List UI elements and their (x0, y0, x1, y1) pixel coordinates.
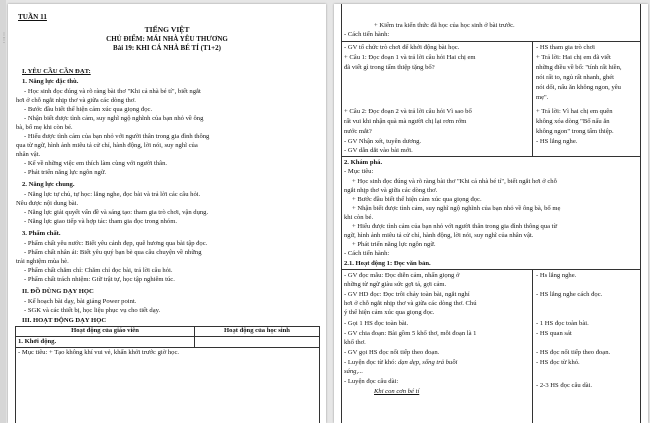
table-border (532, 41, 533, 156)
hard-words-label: - Luyện đọc từ khó: (344, 359, 398, 366)
text-line: - Phẩm chất trách nhiệm: Giữ trật tự, học tập nghiêm túc. (24, 276, 175, 283)
student-cell: - 1 HS đọc toàn bài. (536, 320, 589, 327)
student-cell: nói dối, nấu ăn không ngon, yêu (536, 84, 621, 91)
student-cell: không xóa dòng "Bố nấu ăn (536, 118, 610, 125)
student-cell: không ngon" trong tấm thiệp. (536, 128, 614, 135)
poem-line: Khi con cơn bé tí (374, 388, 420, 395)
teacher-cell: sáng,... (344, 368, 364, 375)
table-header-teacher: Hoạt động của giáo viên (71, 327, 139, 334)
theme-title: CHỦ ĐIỂM: MÁI NHÀ YÊU THƯƠNG (106, 35, 228, 43)
text-line: - Kế hoạch bài dạy, bài giảng Power point. (24, 298, 137, 305)
text-line: + Nhận biết được tình cảm, suy nghĩ ngộ nghĩnh của bạn nhỏ về ông bà, bố mẹ (352, 205, 561, 212)
text-line: - Phẩm chất chăm chỉ: Chăm chỉ đọc bài, trả lời câu hỏi. (24, 267, 173, 274)
student-cell: + Trả lời: Hai chị em đã viết (536, 54, 611, 61)
student-cell: - 2-3 HS đọc câu dài. (536, 382, 593, 389)
student-cell: - HS lắng nghe cách đọc. (536, 291, 603, 298)
text-line: - Học sinh đọc đúng và rõ ràng bài thơ "Khi cả nhà bé tí", biết ngắt (24, 88, 201, 95)
text-line: - Cách tiến hành: (344, 250, 390, 257)
teacher-cell: - GV Nhận xét, tuyên dương. (344, 138, 422, 145)
teacher-cell: đã viết gì trong tấm thiệp tặng bố? (344, 64, 435, 71)
table-header-student: Hoạt động của học sinh (224, 327, 290, 334)
section-heading: I. YÊU CẦU CẦN ĐẠT: (22, 68, 91, 75)
table-border (15, 336, 319, 337)
drag-handle-icon[interactable]: ⋮ ⋮ (1, 33, 7, 44)
student-cell: - HS tham gia trò chơi (536, 44, 595, 51)
text-line: - Hiểu được tình cảm của bạn nhỏ với người thân trong gia đình thông (24, 133, 210, 140)
text-line: hơi ở chỗ ngắt nhịp thơ và giữa các dòng thơ. (16, 97, 136, 104)
student-cell: - HS lắng nghe. (536, 138, 578, 145)
table-border (532, 269, 533, 423)
teacher-cell: - GV HD đọc: Đọc trôi chảy toàn bài, ngắt nghỉ (344, 291, 470, 298)
text-line: - SGK và các thiết bị, học liệu phục vụ cho tiết dạy. (24, 307, 161, 314)
activity-heading: 2. Khám phá. (344, 159, 383, 166)
teacher-cell: - GV dẫn dắt vào bài mới. (344, 147, 413, 154)
text-line: + Hiểu được tình cảm của bạn nhỏ với người thân trong gia đình thông qua từ (352, 223, 558, 230)
teacher-cell: rất vui khi nhận quà mà người chị lại rơm rớm (344, 118, 467, 125)
table-border (341, 41, 640, 42)
table-border (341, 156, 640, 157)
teacher-cell: - GV đọc mẫu: Đọc diễn cảm, nhấn giọng ở (344, 272, 460, 279)
text-line: - Nhận biết được tình cảm, suy nghĩ ngộ nghĩnh của bạn nhỏ về ông (24, 115, 204, 122)
table-border (341, 269, 640, 270)
text-line: - Cách tiến hành: (344, 31, 390, 38)
text-line: - Mục tiêu: (344, 168, 374, 175)
table-border (319, 326, 320, 423)
text-line: - Năng lực giải quyết vấn đề và sáng tạo: tham gia trò chơi, vận dụng. (24, 209, 209, 216)
student-cell: - HS quan sát (536, 330, 572, 337)
student-cell: - HS đọc nối tiếp theo đoạn. (536, 349, 611, 356)
text-line: khi còn bé. (344, 214, 374, 221)
student-cell: mẹ". (536, 94, 549, 101)
teacher-cell: hơi ở chỗ ngắt nhịp thơ và giữa các dòng thơ. Chú (344, 300, 477, 307)
section-heading: III. HOẠT ĐỘNG DẠY HỌC (22, 317, 107, 324)
section-heading: II. ĐỒ DÙNG DẠY HỌC (22, 288, 94, 295)
text-line: trải nghiệm mùa hè. (16, 258, 69, 265)
text-line: - Kể về những việc em thích làm cùng với người thân. (24, 160, 168, 167)
subheading: 1. Năng lực đặc thù. (22, 78, 79, 85)
table-border (640, 4, 641, 423)
activity-heading: 2.1. Hoạt động 1: Đọc văn bản. (344, 260, 431, 267)
text-line: - Phát triển năng lực ngôn ngữ. (24, 169, 107, 176)
lesson-title: Bài 19: KHI CÁ NHÀ BÉ TÍ (T1+2) (113, 44, 221, 52)
teacher-cell: + Câu 2: Đọc đoạn 2 và trả lời câu hỏi Vì sao bố (344, 108, 472, 115)
text-line: + Bước đầu biết thể hiện cảm xúc qua giọng đọc. (352, 196, 482, 203)
text-line: + Kiểm tra kiến thức đã học của học sinh ở bài trước. (374, 22, 515, 29)
teacher-cell: - Gọi 1 HS đọc toàn bài. (344, 320, 409, 327)
table-border (15, 347, 319, 348)
teacher-cell: khổ thơ. (344, 339, 366, 346)
teacher-cell: - GV tổ chức trò chơi để khởi động bài học. (344, 44, 460, 51)
teacher-cell: nước mắt? (344, 128, 372, 135)
table-border (341, 4, 342, 423)
text-line: - Phẩm chất nhân ái: Biết yêu quý bạn bè qua câu chuyện về những (24, 249, 202, 256)
text-line: - Bước đầu biết thể hiện cảm xúc qua giọng đọc. (24, 106, 153, 113)
text-line: + Học sinh đọc đúng và rõ ràng bài thơ "Khi cả nhà bé tí", biết ngắt hơi ở chỗ (352, 178, 557, 185)
text-line: ngắt nhịp thơ và giữa các dòng thơ. (344, 187, 438, 194)
teacher-cell: - GV chia đoạn: Bài gồm 5 khổ thơ, mỗi đoạn là 1 (344, 330, 477, 337)
teacher-cell: những từ ngữ giàu sức gợi tả, gợi cảm. (344, 281, 447, 288)
week-label: TUẦN 11 (18, 13, 47, 21)
student-cell: + Trả lời: Vì hai chị em quên (536, 108, 613, 115)
text-line: - Mục tiêu: + Tạo không khí vui vẻ, khấn khởi trước giờ học. (18, 349, 180, 356)
text-line: nhân vật. (16, 151, 41, 158)
text-line: Nêu được nội dung bài. (16, 200, 79, 207)
teacher-cell (344, 359, 457, 367)
activity-heading: 1. Khởi động. (18, 338, 57, 345)
text-line: - Năng lực giao tiếp và hợp tác: tham gia đọc trong nhóm. (24, 218, 177, 225)
teacher-cell: - GV gọi HS đọc nối tiếp theo đoạn. (344, 349, 440, 356)
student-cell: nói rất to, ngủ rất nhanh, ghét (536, 74, 615, 81)
page-1 (8, 4, 326, 423)
student-cell: những điều về bố: "tính rất hiền, (536, 64, 622, 71)
student-cell: - HS đọc từ khó. (536, 359, 580, 366)
text-line: ngữ, hình ảnh miêu tả cử chỉ, hành động, lời nói, suy nghĩ của nhân vật. (344, 232, 534, 239)
subheading: 3. Phẩm chất. (22, 230, 61, 237)
document-gutter (0, 0, 6, 423)
text-line: - Phẩm chất yêu nước: Biết yêu cảnh đẹp, quê hương qua bài tập đọc. (24, 240, 208, 247)
subject-title: TIẾNG VIỆT (144, 25, 190, 34)
text-line: qua từ ngữ, hình ảnh miêu tả cử chỉ, hành động, lời nói, suy nghĩ của (16, 142, 198, 149)
student-cell: - Hs lắng nghe. (536, 272, 577, 279)
text-line: - Năng lực tự chủ, tự học: lắng nghe, đọc bài và trả lời các câu hỏi. (24, 191, 201, 198)
page-2 (334, 4, 648, 423)
hard-words-example: dạn dẹp, sống trả buồi (397, 359, 458, 366)
table-border (15, 326, 16, 423)
teacher-cell: ý thể hiện cảm xúc qua giọng đọc. (344, 309, 435, 316)
subheading: 2. Năng lực chung. (22, 181, 75, 188)
text-line: + Phát triển năng lực ngôn ngữ. (352, 241, 436, 248)
teacher-cell: + Câu 1: Đọc đoạn 1 và trả lời câu hỏi Hai chị em (344, 54, 476, 61)
teacher-cell: - Luyện đọc câu dài: (344, 378, 399, 385)
text-line: bà, bố mẹ khi còn bé. (16, 124, 73, 131)
